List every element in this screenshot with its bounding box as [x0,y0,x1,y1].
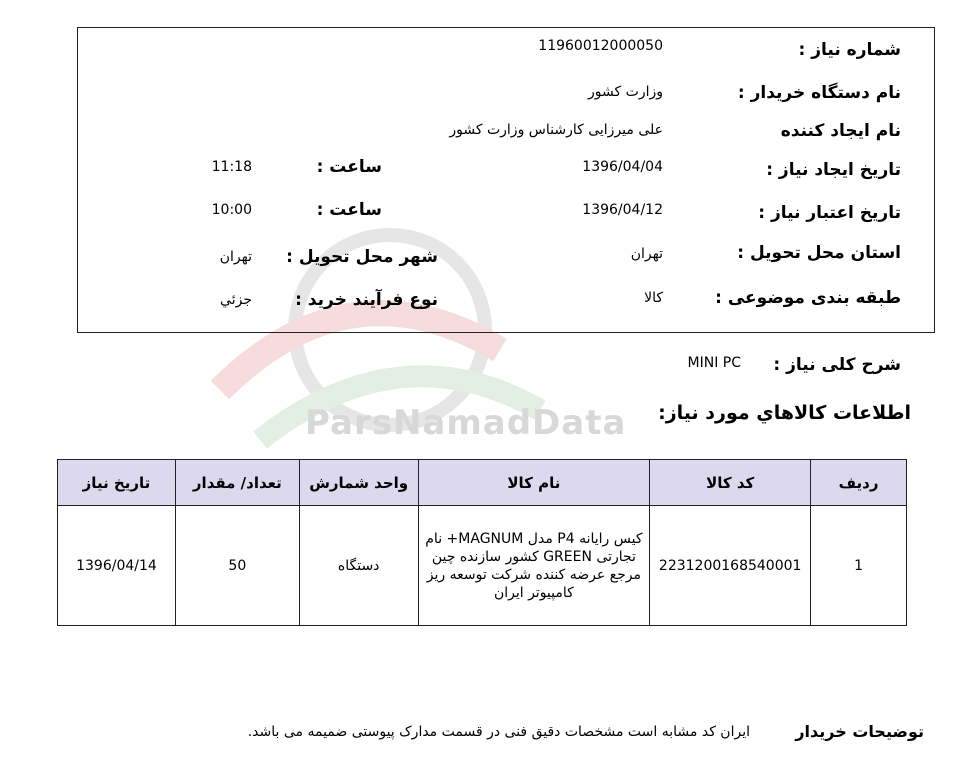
created-time-label: ساعت : [316,157,382,177]
cell-quantity: 50 [175,506,299,626]
category-value: کالا [644,290,663,306]
need-number-value: 11960012000050 [538,38,663,54]
items-section-title: اطلاعات کالاهاي مورد نیاز: [658,402,911,424]
watermark-brand: ParsNamadData [305,403,627,443]
buyer-notes-label: توضیحات خریدار [795,722,924,741]
delivery-province-label: استان محل تحویل : [737,243,901,263]
delivery-city-label: شهر محل تحویل : [286,247,438,267]
created-date-value: 1396/04/04 [582,159,663,175]
valid-time-value: 10:00 [211,202,252,218]
table-row [58,506,907,626]
col-quantity-header: تعداد/ مقدار [175,460,299,506]
need-number-label: شماره نیاز : [798,40,901,60]
col-date-header: تاریخ نیاز [58,460,176,506]
buyer-org-label: نام دستگاه خریدار : [737,83,901,103]
creator-label: نام ایجاد کننده [780,121,901,141]
delivery-province-value: تهران [630,246,663,262]
items-table [57,459,907,626]
delivery-city-value: تهران [219,249,252,265]
process-type-value: جزئي [220,292,252,308]
creator-value: علی میرزایی کارشناس وزارت کشور [449,122,663,138]
buyer-org-value: وزارت کشور [588,84,663,100]
cell-row-number: 1 [811,506,907,626]
valid-date-label: تاریخ اعتبار نیاز : [758,203,901,223]
summary-value: MINI PC [687,355,741,371]
col-code-header: کد کالا [650,460,811,506]
valid-date-value: 1396/04/12 [582,202,663,218]
col-row-header: ردیف [811,460,907,506]
cell-unit: دستگاه [299,506,418,626]
created-time-value: 11:18 [211,159,252,175]
summary-label: شرح کلی نیاز : [773,355,901,375]
cell-need-date: 1396/04/14 [58,506,176,626]
category-label: طبقه بندی موضوعی : [715,288,901,308]
cell-item-code: 2231200168540001 [650,506,811,626]
buyer-notes-value: ایران کد مشابه است مشخصات دقیق فنی در قسمت مدارک پیوستی ضمیمه می باشد. [247,724,750,740]
created-date-label: تاریخ ایجاد نیاز : [766,160,901,180]
table-header-row [58,460,907,506]
valid-time-label: ساعت : [316,200,382,220]
cell-item-name: کیس رایانه P4 مدل MAGNUM+ نام تجارتی GREEN کشور سازنده چین مرجع عرضه کننده شرکت توسعه ریز کامپیوتر ایران [418,506,650,626]
col-name-header: نام کالا [418,460,650,506]
process-type-label: نوع فرآیند خرید : [295,290,438,310]
col-unit-header: واحد شمارش [299,460,418,506]
